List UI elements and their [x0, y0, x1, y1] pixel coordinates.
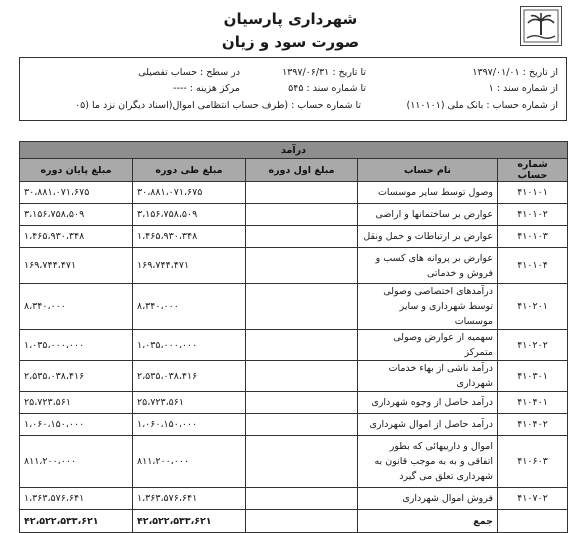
account-name: درآمد حاصل از وجوه شهرداری — [358, 392, 498, 414]
end-amount: ۲،۵۳۵،۰۳۸،۴۱۶ — [20, 361, 133, 392]
page-subtitle: صورت سود و زیان — [221, 33, 360, 51]
table-row — [20, 436, 568, 488]
account-name: درآمد ناشی از بهاء خدمات شهرداری — [358, 361, 498, 392]
account-code: ۴۱۰۶۰۳ — [498, 436, 568, 488]
account-name: عوارض بر پروانه های کسب و فروش و خدماتی — [358, 248, 498, 284]
table-row — [20, 248, 568, 284]
account-code: ۴۱۰۱۰۳ — [498, 226, 568, 248]
begin-amount — [246, 488, 358, 510]
begin-amount — [246, 392, 358, 414]
begin-amount — [246, 414, 358, 436]
col-during-amount: مبلغ طی دوره — [133, 159, 246, 182]
during-amount: ۱،۰۳۵،۰۰۰،۰۰۰ — [133, 330, 246, 361]
from-date: از تاریخ : ۱۳۹۷/۰۱/۰۱ — [472, 67, 558, 78]
begin-amount — [246, 436, 358, 488]
end-amount: ۱۶۹،۷۴۴،۴۷۱ — [20, 248, 133, 284]
account-code: ۴۱۰۷۰۲ — [498, 488, 568, 510]
profit-loss-table — [19, 141, 568, 533]
end-amount: ۱،۰۶۰،۱۵۰،۰۰۰ — [20, 414, 133, 436]
col-account-code: شماره حساب — [498, 159, 568, 182]
end-amount: ۸،۳۴۰،۰۰۰ — [20, 284, 133, 330]
to-account: تا شماره حساب : (طرف حساب انتظامی اموال(اسناد دیگران نزد ما (۰۵ — [75, 100, 361, 111]
to-doc: تا شماره سند : ۵۴۵ — [288, 83, 366, 94]
palm-tree-emblem-icon — [520, 6, 562, 46]
account-name: درآمد حاصل از اموال شهرداری — [358, 414, 498, 436]
during-amount: ۱،۴۶۵،۹۳۰،۳۴۸ — [133, 226, 246, 248]
account-name: سهمیه از عوارض وصولی متمرکز — [358, 330, 498, 361]
account-code: ۴۱۰۲۰۱ — [498, 284, 568, 330]
account-name: فروش اموال شهرداری — [358, 488, 498, 510]
during-amount: ۱،۰۶۰،۱۵۰،۰۰۰ — [133, 414, 246, 436]
account-name: درآمدهای اختصاصی وصولی توسط شهرداری و سایر موسسات — [358, 284, 498, 330]
begin-amount — [246, 204, 358, 226]
begin-amount — [246, 361, 358, 392]
section-band-row — [20, 142, 568, 159]
table-row — [20, 330, 568, 361]
total-row — [20, 510, 568, 533]
total-begin-empty — [246, 510, 358, 533]
account-name: وصول توسط سایر موسسات — [358, 182, 498, 204]
during-amount: ۲۵،۷۲۳،۵۶۱ — [133, 392, 246, 414]
col-end-amount: مبلغ پایان دوره — [20, 159, 133, 182]
to-date: تا تاریخ : ۱۳۹۷/۰۶/۳۱ — [282, 67, 366, 78]
end-amount: ۳،۱۵۶،۷۵۸،۵۰۹ — [20, 204, 133, 226]
begin-amount — [246, 330, 358, 361]
account-code: ۴۱۰۲۰۲ — [498, 330, 568, 361]
account-code: ۴۱۰۱۰۱ — [498, 182, 568, 204]
during-amount: ۲،۵۳۵،۰۳۸،۴۱۶ — [133, 361, 246, 392]
report-filters-box — [19, 57, 567, 121]
table-row — [20, 182, 568, 204]
account-name: اموال و دارییهائی که بطور اتفاقی و به به موجب قانون به شهرداری تعلق می گیرد — [358, 436, 498, 488]
table-row — [20, 488, 568, 510]
account-code: ۴۱۰۱۰۴ — [498, 248, 568, 284]
end-amount: ۳۰،۸۸۱،۰۷۱،۶۷۵ — [20, 182, 133, 204]
from-account: از شماره حساب : بانک ملی (۱۱۰۱۰۱) — [406, 100, 558, 111]
section-title: درآمد — [20, 142, 568, 159]
begin-amount — [246, 248, 358, 284]
account-name: عوارض بر ارتباطات و حمل ونقل — [358, 226, 498, 248]
total-during-amount: ۴۲،۵۲۲،۵۳۳،۶۲۱ — [133, 510, 246, 533]
during-amount: ۸،۳۴۰،۰۰۰ — [133, 284, 246, 330]
col-begin-amount: مبلغ اول دوره — [246, 159, 358, 182]
level: در سطح : حساب تفصیلی — [138, 67, 240, 78]
total-end-amount: ۴۲،۵۲۲،۵۳۳،۶۲۱ — [20, 510, 133, 533]
account-code: ۴۱۰۴۰۲ — [498, 414, 568, 436]
account-code: ۴۱۰۱۰۲ — [498, 204, 568, 226]
during-amount: ۸۱۱،۲۰۰،۰۰۰ — [133, 436, 246, 488]
end-amount: ۲۵،۷۲۳،۵۶۱ — [20, 392, 133, 414]
account-code: ۴۱۰۴۰۱ — [498, 392, 568, 414]
during-amount: ۱۶۹،۷۴۴،۴۷۱ — [133, 248, 246, 284]
table-row — [20, 204, 568, 226]
total-label: جمع — [358, 510, 498, 533]
begin-amount — [246, 182, 358, 204]
during-amount: ۳۰،۸۸۱،۰۷۱،۶۷۵ — [133, 182, 246, 204]
end-amount: ۱،۳۶۳،۵۷۶،۶۴۱ — [20, 488, 133, 510]
table-row — [20, 361, 568, 392]
cost-center: مرکز هزینه : ---- — [173, 83, 240, 94]
page-title: شهرداری پارسیان — [223, 10, 358, 28]
account-name: عوارض بر ساختمانها و اراضی — [358, 204, 498, 226]
col-account-name: نام حساب — [358, 159, 498, 182]
end-amount: ۱،۴۶۵،۹۳۰،۳۴۸ — [20, 226, 133, 248]
account-code: ۴۱۰۳۰۱ — [498, 361, 568, 392]
table-row — [20, 414, 568, 436]
end-amount: ۱،۰۳۵،۰۰۰،۰۰۰ — [20, 330, 133, 361]
begin-amount — [246, 226, 358, 248]
column-header-row — [20, 159, 568, 182]
during-amount: ۱،۳۶۳،۵۷۶،۶۴۱ — [133, 488, 246, 510]
table-row — [20, 284, 568, 330]
end-amount: ۸۱۱،۲۰۰،۰۰۰ — [20, 436, 133, 488]
during-amount: ۳،۱۵۶،۷۵۸،۵۰۹ — [133, 204, 246, 226]
begin-amount — [246, 284, 358, 330]
total-code-empty — [498, 510, 568, 533]
table-row — [20, 392, 568, 414]
from-doc: از شماره سند : ۱ — [488, 83, 558, 94]
table-row — [20, 226, 568, 248]
